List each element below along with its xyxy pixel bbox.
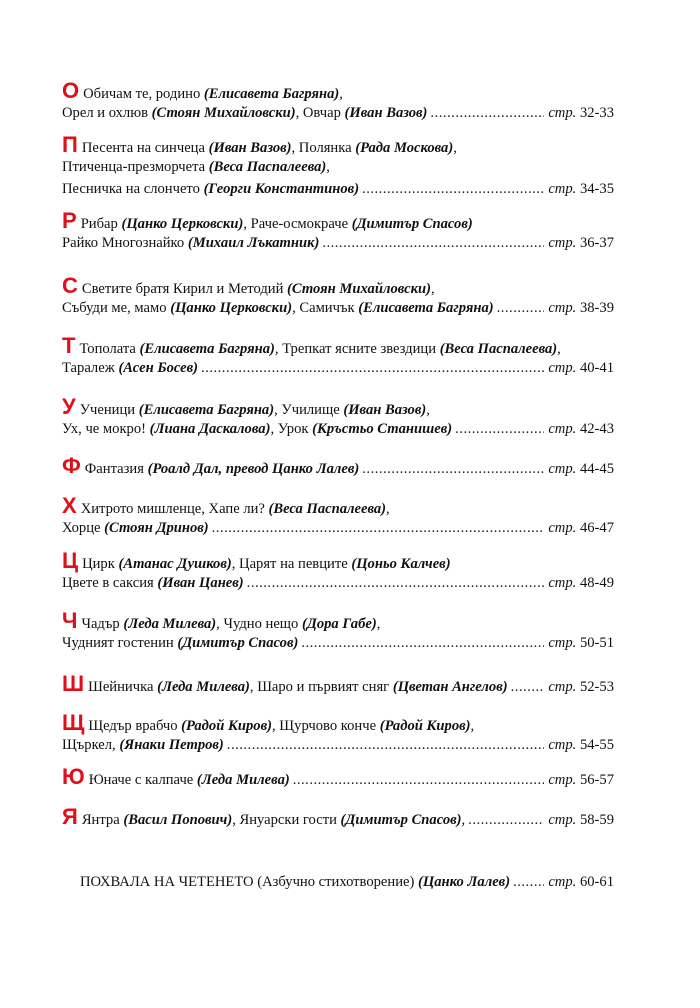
page-ref [548, 809, 614, 831]
poem-title: , [461, 812, 466, 828]
page-range: 56-57 [579, 772, 614, 788]
page-prefix: стр. [548, 737, 577, 753]
page-range: 46-47 [579, 520, 614, 536]
poem-title: Чадър [81, 616, 124, 632]
page-range: 38-39 [579, 300, 614, 316]
author-name: (Янаки Петров) [119, 737, 224, 753]
poem-title: Светите братя Кирил и Методий [81, 281, 288, 297]
final-title: ПОХВАЛА НА ЧЕТЕНЕТО (Азбучно стихотворение) [80, 874, 419, 890]
author-name: (Цанко Церковски) [121, 216, 244, 232]
toc-entry [62, 712, 614, 756]
poem-title: , Полянка [291, 140, 356, 156]
toc-line [62, 80, 614, 102]
author-name: (Елисавета Багряна) [203, 86, 340, 102]
page-prefix: стр. [548, 105, 577, 121]
page-ref [548, 769, 614, 791]
toc-line [62, 766, 614, 788]
dot-leader [227, 734, 545, 756]
author-name: (Михаил Лъкатник) [187, 235, 320, 251]
author-name: (Радой Киров) [181, 718, 272, 734]
page-ref [548, 102, 614, 124]
author-name: (Димитър Спасов) [340, 812, 462, 828]
poem-title: , Самичък [292, 300, 359, 316]
toc-line [62, 495, 614, 517]
dot-leader [430, 102, 544, 124]
dot-leader [468, 809, 544, 831]
author-name: (Леда Милева) [123, 616, 217, 632]
poem-title: , Щурчово конче [271, 718, 380, 734]
poem-title: Тополата [79, 341, 140, 357]
page-range: 32-33 [579, 105, 614, 121]
poem-title: , Януарски гости [232, 812, 341, 828]
author-name: (Иван Цанев) [157, 575, 244, 591]
poem-title: Таралеж [62, 360, 119, 376]
toc-line [62, 134, 614, 156]
toc-line [62, 610, 614, 632]
author-name: (Иван Вазов) [344, 105, 428, 121]
page-prefix: стр. [548, 235, 577, 251]
page-prefix: стр. [548, 461, 577, 477]
toc-entry [62, 134, 614, 200]
section-letter: Ч [62, 608, 78, 633]
dot-leader [362, 458, 544, 480]
author-name: (Димитър Спасов) [351, 216, 473, 232]
poem-title: Чудният гостенин [62, 635, 178, 651]
author-name: (Лиана Даскалова) [149, 421, 271, 437]
author-name: (Радой Киров) [379, 718, 471, 734]
author-name: (Цветан Ангелов) [392, 679, 508, 695]
page-ref [548, 572, 614, 594]
toc-line [62, 712, 614, 734]
poem-title: Цвете в саксия [62, 575, 158, 591]
author-name: (Кръстьо Станишев) [312, 421, 453, 437]
poem-title: Хитрото мишленце, Хапе ли? [80, 501, 269, 517]
poem-title: , Чудно нещо [216, 616, 302, 632]
toc-line [62, 232, 614, 254]
poem-title: Шейничка [88, 679, 158, 695]
page-prefix: стр. [548, 360, 577, 376]
poem-title: Песничка на слончето [62, 181, 204, 197]
toc-entry [62, 455, 614, 477]
section-letter: Ш [62, 671, 85, 696]
page-range: 48-49 [579, 575, 614, 591]
page-prefix: стр. [548, 520, 577, 536]
author-name: (Роалд Дал, превод Цанко Лалев) [147, 461, 360, 477]
dot-leader [513, 871, 544, 893]
dot-leader [511, 676, 545, 698]
page-range: 58-59 [579, 812, 614, 828]
author-name: (Стоян Михайловски) [151, 105, 296, 121]
poem-title: , Овчар [295, 105, 345, 121]
section-letter: Я [62, 804, 78, 829]
author-name: (Стоян Дринов) [104, 520, 209, 536]
toc-entry [62, 210, 614, 254]
page-ref [548, 517, 614, 539]
poem-title: , [557, 341, 561, 357]
page-ref [548, 297, 614, 319]
toc-entry [62, 610, 614, 654]
toc-entry [62, 673, 614, 695]
dot-leader [362, 178, 544, 200]
toc-line [62, 275, 614, 297]
section-letter: Ю [62, 764, 85, 789]
section-letter: О [62, 78, 80, 103]
poem-title: , Царят на певците [231, 556, 352, 572]
dot-leader [201, 357, 544, 379]
dot-leader [293, 769, 545, 791]
toc-entry [62, 275, 614, 319]
page-ref [548, 632, 614, 654]
poem-title: , Училище [274, 402, 344, 418]
author-name: (Елисавета Багряна) [358, 300, 494, 316]
toc-entry [62, 335, 614, 379]
toc-line [62, 673, 614, 695]
toc-line [62, 550, 614, 572]
author-name: (Веса Паспалеева) [208, 159, 327, 175]
author-name: (Дора Габе) [301, 616, 377, 632]
author-name: (Леда Милева) [196, 772, 290, 788]
section-letter: С [62, 273, 78, 298]
poem-title: Събуди ме, мамо [62, 300, 171, 316]
toc-line [62, 297, 614, 319]
poem-title: Обичам те, родино [83, 86, 204, 102]
toc-line [62, 335, 614, 357]
toc-entry [62, 80, 614, 124]
poem-title: , [470, 718, 475, 734]
poem-title: , [430, 281, 435, 297]
author-name: (Цанко Церковски) [170, 300, 293, 316]
poem-title: Птиченца-презморчета [62, 159, 209, 175]
poem-title: Щедър врабчо [88, 718, 182, 734]
poem-title: , Урок [270, 421, 313, 437]
page-ref: стр. 60-61 [548, 874, 614, 890]
toc-line [62, 632, 614, 654]
page-ref [548, 734, 614, 756]
poem-title: Юначе с калпаче [88, 772, 197, 788]
poem-title: Ученици [79, 402, 139, 418]
poem-title: , [339, 86, 343, 102]
author-name: (Елисавета Багряна) [139, 341, 275, 357]
page-prefix: стр. [548, 812, 577, 828]
page-prefix: стр. [548, 421, 577, 437]
poem-title: , Раче-осмокраче [243, 216, 352, 232]
poem-title: , [326, 159, 330, 175]
dot-leader [247, 572, 545, 594]
poem-title: , [453, 140, 457, 156]
author-name: (Иван Вазов) [208, 140, 292, 156]
poem-title: Рибар [80, 216, 122, 232]
page-prefix: стр. [548, 635, 577, 651]
page-prefix: стр. [548, 772, 577, 788]
toc-line [62, 806, 614, 828]
poem-title: Фантазия [84, 461, 148, 477]
page-ref [548, 178, 614, 200]
poem-title: Цирк [82, 556, 119, 572]
section-letter: Щ [62, 710, 85, 735]
author-name: (Рада Москова) [355, 140, 454, 156]
author-name: (Иван Вазов) [343, 402, 427, 418]
toc-line [62, 734, 614, 756]
page-prefix: стр. [548, 181, 577, 197]
toc-line [62, 156, 614, 178]
page-range: 40-41 [579, 360, 614, 376]
section-letter: Ф [62, 453, 81, 478]
toc-final-entry [80, 871, 614, 893]
author-name: (Цоньо Калчев) [351, 556, 451, 572]
toc-line [62, 102, 614, 124]
page-range: 42-43 [579, 421, 614, 437]
section-letter: Х [62, 493, 77, 518]
page-prefix: стр. [548, 575, 577, 591]
dot-leader [212, 517, 545, 539]
poem-title: Райко Многознайко [62, 235, 188, 251]
section-letter: П [62, 132, 78, 157]
page-range: 36-37 [579, 235, 614, 251]
toc-line [62, 396, 614, 418]
poem-title: Орел и охлюв [62, 105, 152, 121]
toc-line [62, 418, 614, 440]
toc-line [62, 455, 614, 477]
page-range: 50-51 [579, 635, 614, 651]
author-name: (Веса Паспалеева) [268, 501, 387, 517]
toc-line [62, 210, 614, 232]
author-name: (Стоян Михайловски) [287, 281, 431, 297]
page-prefix: стр. [548, 679, 577, 695]
author-name: (Димитър Спасов) [177, 635, 299, 651]
section-letter: Р [62, 208, 77, 233]
poem-title: Янтра [81, 812, 124, 828]
toc-line [62, 178, 614, 200]
author-name: (Леда Милева) [157, 679, 250, 695]
section-letter: Ц [62, 548, 79, 573]
poem-title: , [386, 501, 390, 517]
page-ref [548, 232, 614, 254]
page-range: 34-35 [579, 181, 614, 197]
toc-line [62, 517, 614, 539]
poem-title: Хорце [62, 520, 105, 536]
page-ref [548, 357, 614, 379]
toc-entry [62, 550, 614, 594]
dot-leader [322, 232, 544, 254]
toc-final-line [80, 871, 614, 893]
author-name: (Васил Попович) [123, 812, 233, 828]
author-name: (Георги Константинов) [203, 181, 360, 197]
author-name: (Елисавета Багряна) [138, 402, 275, 418]
poem-title: , Шаро и първият сняг [249, 679, 393, 695]
toc-entry [62, 766, 614, 788]
author-name: (Асен Босев) [118, 360, 199, 376]
poem-title: , [426, 402, 430, 418]
toc-entry [62, 495, 614, 539]
poem-title: , [376, 616, 381, 632]
author-name: (Атанас Душков) [118, 556, 232, 572]
toc-entry [62, 396, 614, 440]
dot-leader [497, 297, 545, 319]
dot-leader [455, 418, 544, 440]
final-author: (Цанко Лалев) [418, 874, 511, 890]
toc-entry [62, 806, 614, 828]
poem-title: Ух, че мокро! [62, 421, 150, 437]
page-range: 44-45 [579, 461, 614, 477]
page-ref [548, 458, 614, 480]
page-prefix: стр. [548, 300, 577, 316]
poem-title: , Трепкат ясните звездици [274, 341, 440, 357]
page-ref [548, 418, 614, 440]
toc-line [62, 357, 614, 379]
page-range: 54-55 [579, 737, 614, 753]
dot-leader [301, 632, 544, 654]
page-ref [548, 676, 614, 698]
toc-line [62, 572, 614, 594]
poem-title: Песента на синчеца [81, 140, 209, 156]
section-letter: У [62, 394, 76, 419]
section-letter: Т [62, 333, 76, 358]
author-name: (Веса Паспалеева) [439, 341, 558, 357]
page-range: 52-53 [579, 679, 614, 695]
poem-title: Щъркел, [62, 737, 120, 753]
